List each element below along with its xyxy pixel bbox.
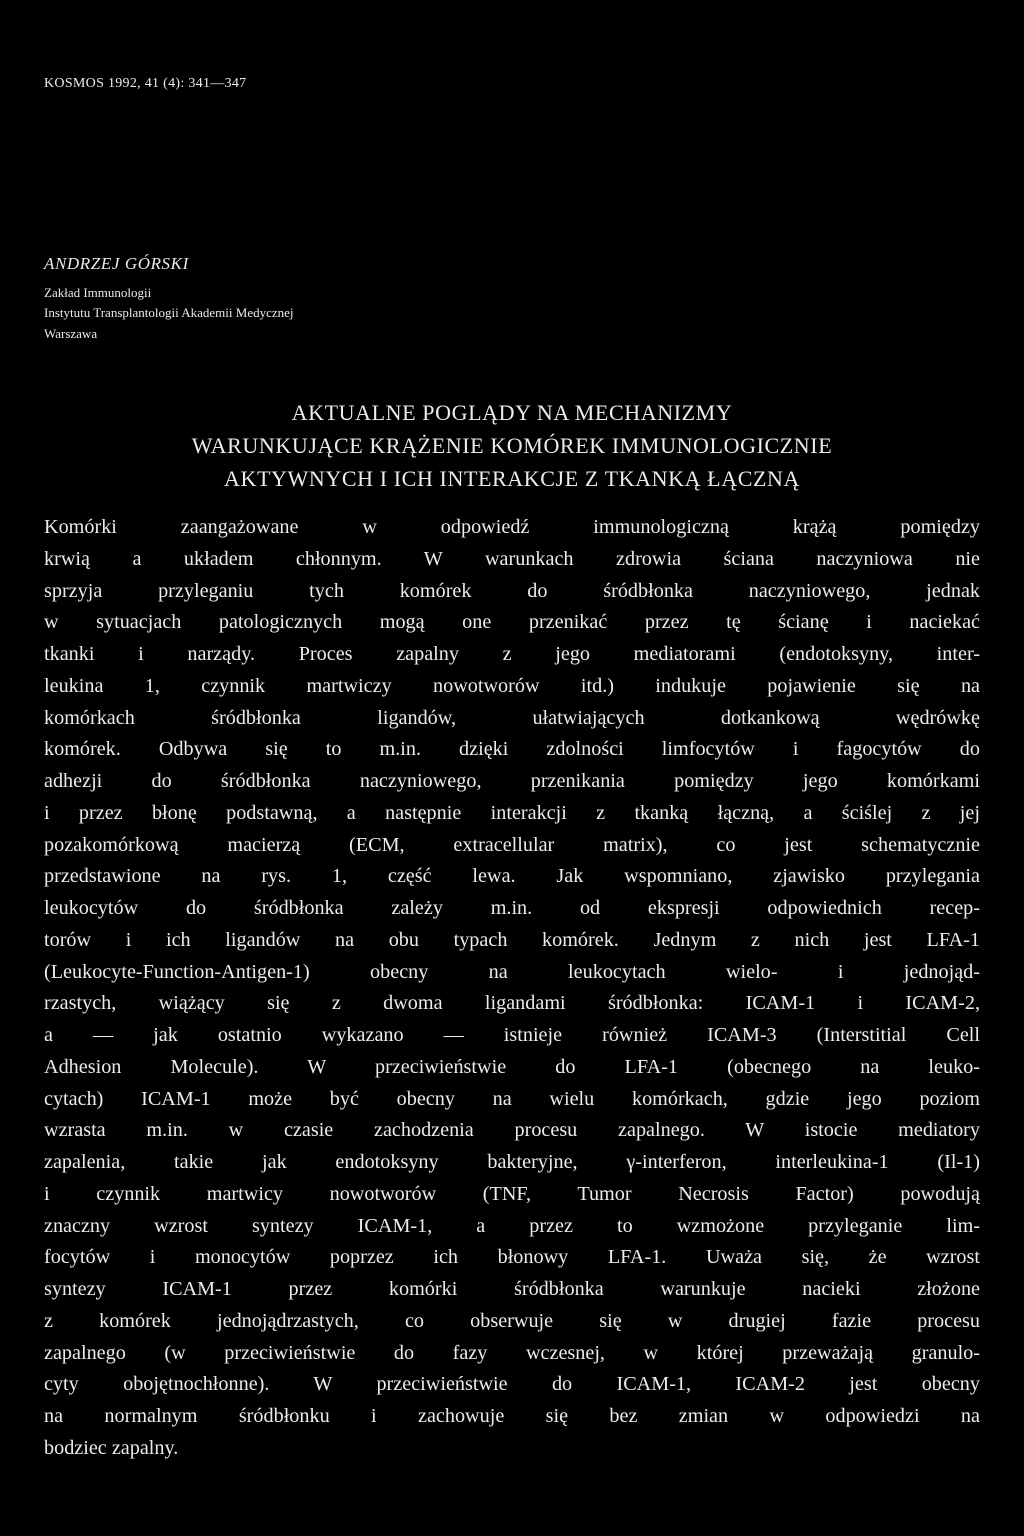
text-line: przedstawione na rys. 1, część lewa. Jak wspomniano, zjawisko przylegania bbox=[44, 865, 980, 888]
text-line: krwią a układem chłonnym. W warunkach zdrowia ściana naczyniowa nie bbox=[44, 547, 980, 570]
text-line: a — jak ostatnio wykazano — istnieje również ICAM-3 (Interstitial Cell bbox=[44, 1024, 980, 1046]
title-line: AKTYWNYCH I ICH INTERAKCJE Z TKANKĄ ŁĄCZNĄ bbox=[224, 466, 800, 491]
text-line: i przez błonę podstawną, a następnie interakcji z tkanką łączną, a ściślej z jej bbox=[44, 801, 980, 824]
text-line: sprzyja przyleganiu tych komórek do śródbłonka naczyniowego, jednak bbox=[44, 579, 980, 602]
text-line: leukina 1, czynnik martwiczy nowotworów itd.) indukuje pojawienie się na bbox=[44, 674, 980, 697]
text-line: Adhesion Molecule). W przeciwieństwie do LFA-1 (obecnego na leuko- bbox=[44, 1055, 980, 1078]
text-line: cytach) ICAM-1 może być obecny na wielu komórkach, gdzie jego poziom bbox=[44, 1087, 980, 1110]
text-line: torów i ich ligandów na obu typach komórek. Jednym z nich jest LFA-1 bbox=[44, 928, 980, 951]
text-line: rzastych, wiążący się z dwoma ligandami śródbłonka: ICAM-1 i ICAM-2, bbox=[44, 992, 980, 1015]
text-line: w sytuacjach patologicznych mogą one przenikać przez tę ścianę i naciekać bbox=[44, 611, 980, 634]
journal-reference: KOSMOS 1992, 41 (4): 341—347 bbox=[44, 76, 247, 91]
affiliation-line: Warszawa bbox=[44, 326, 98, 341]
affiliation-line: Instytutu Transplantologii Akademii Medycznej bbox=[44, 305, 294, 320]
text-line: z komórek jednojądrzastych, co obserwuje się w drugiej fazie procesu bbox=[44, 1309, 980, 1332]
text-line: cyty obojętnochłonne). W przeciwieństwie do ICAM-1, ICAM-2 jest obecny bbox=[44, 1373, 980, 1396]
text-line: adhezji do śródbłonka naczyniowego, przenikania pomiędzy jego komórkami bbox=[44, 770, 980, 792]
text-line: komórkach śródbłonka ligandów, ułatwiających dotkankową wędrówkę bbox=[44, 706, 980, 729]
text-line: tkanki i narządy. Proces zapalny z jego mediatorami (endotoksyny, inter- bbox=[44, 643, 980, 665]
text-line: syntezy ICAM-1 przez komórki śródbłonka warunkuje nacieki złożone bbox=[44, 1278, 980, 1300]
title-line: WARUNKUJĄCE KRĄŻENIE KOMÓREK IMMUNOLOGICZNIE bbox=[191, 433, 833, 458]
text-line: Komórki zaangażowane w odpowiedź immunologiczną krążą pomiędzy bbox=[44, 516, 980, 538]
text-line: zapalnego (w przeciwieństwie do fazy wczesnej, w której przeważają granulo- bbox=[44, 1341, 980, 1364]
text-line: zapalenia, takie jak endotoksyny bakteryjne, γ-interferon, interleukina-1 (Il-1) bbox=[44, 1151, 980, 1173]
text-line: na normalnym śródbłonku i zachowuje się bez zmian w odpowiedzi na bbox=[44, 1405, 980, 1427]
text-line: komórek. Odbywa się to m.in. dzięki zdolności limfocytów i fagocytów do bbox=[44, 738, 980, 761]
body-paragraph bbox=[44, 512, 980, 1465]
text-line: wzrasta m.in. w czasie zachodzenia procesu zapalnego. W istocie mediatory bbox=[44, 1119, 980, 1142]
text-line: focytów i monocytów poprzez ich błonowy LFA-1. Uważa się, że wzrost bbox=[44, 1246, 980, 1269]
text-line: (Leukocyte-Function-Antigen-1) obecny na leukocytach wielo- i jednojąd- bbox=[44, 960, 980, 983]
text-line: i czynnik martwicy nowotworów (TNF, Tumor Necrosis Factor) powodują bbox=[44, 1182, 980, 1205]
text-line: znaczny wzrost syntezy ICAM-1, a przez to wzmożone przyleganie lim- bbox=[44, 1214, 980, 1237]
title-line: AKTUALNE POGLĄDY NA MECHANIZMY bbox=[291, 400, 733, 425]
text-line: leukocytów do śródbłonka zależy m.in. od ekspresji odpowiednich recep- bbox=[44, 897, 980, 919]
author-name: ANDRZEJ GÓRSKI bbox=[44, 254, 189, 273]
text-line: pozakomórkową macierzą (ECM, extracellular matrix), co jest schematycznie bbox=[44, 833, 980, 856]
text-line: bodziec zapalny. bbox=[44, 1436, 179, 1459]
article-title bbox=[0, 396, 1024, 495]
affiliation-line: Zakład Immunologii bbox=[44, 285, 152, 300]
